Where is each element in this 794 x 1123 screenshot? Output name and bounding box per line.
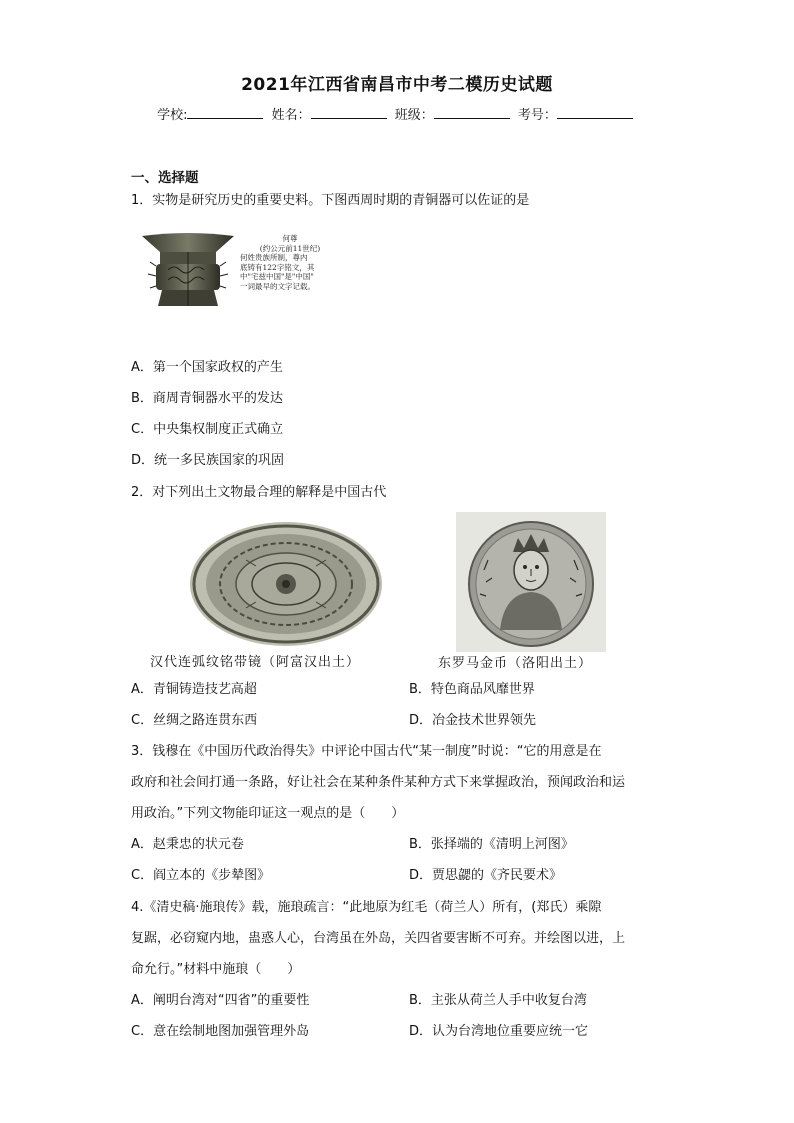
mirror-caption: 汉代连弧纹铭带镜（阿富汉出土） <box>150 655 361 670</box>
question-4-stem-line: 命允行。”材料中施琅（ ） <box>131 962 301 977</box>
question-4-option-b[interactable]: B．主张从荷兰人手中收复台湾 <box>409 993 587 1008</box>
han-bronze-mirror-image <box>186 520 386 648</box>
question-3-option-c[interactable]: C．阎立本的《步辇图》 <box>131 868 271 883</box>
question-1-option-c[interactable]: C．中央集权制度正式确立 <box>131 422 284 437</box>
question-4-stem-line: 4.《清史稿·施琅传》载，施琅疏言：“此地原为红毛（荷兰人）所有，(郑氏）乘隙 <box>131 900 602 915</box>
class-label: 班级： <box>394 108 434 123</box>
question-2-option-c[interactable]: C．丝绸之路连贯东西 <box>131 713 258 728</box>
exam-no-blank <box>557 106 633 119</box>
section-heading: 一、选择题 <box>131 170 199 186</box>
school-label: 学校: <box>157 108 188 123</box>
question-4-stem-line: 复踞，必窃窥内地，蛊惑人心，台湾虽在外岛，关四省要害断不可弃。并绘图以进，上 <box>131 931 626 946</box>
he-zun-caption-line: 底铸有122字铭文，其 <box>240 262 315 272</box>
question-3-stem <box>131 736 671 829</box>
question-1-option-d[interactable]: D．统一多民族国家的巩固 <box>131 453 285 468</box>
bronze-he-zun-image <box>138 232 238 310</box>
question-2-option-a[interactable]: A．青铜铸造技艺高超 <box>131 682 257 697</box>
name-label: 姓名： <box>271 108 311 123</box>
question-2-stem: 2．对下列出土文物最合理的解释是中国古代 <box>131 485 387 500</box>
question-4-stem <box>131 892 671 985</box>
question-1-option-a[interactable]: A．第一个国家政权的产生 <box>131 360 283 375</box>
coin-caption: 东罗马金币（洛阳出土） <box>438 656 593 671</box>
he-zun-caption <box>240 234 340 291</box>
question-1-option-b[interactable]: B．商周青铜器水平的发达 <box>131 391 283 406</box>
exam-no-label: 考号： <box>517 108 557 123</box>
question-3-stem-line: 政府和社会间打通一条路，好让社会在某种条件某种方式下来掌握政治，预闻政治和运 <box>131 775 626 790</box>
he-zun-caption-line: 何尊 <box>282 234 298 243</box>
byzantine-gold-coin-image <box>456 512 606 652</box>
question-4-option-a[interactable]: A．阐明台湾对“四省”的重要性 <box>131 993 310 1008</box>
question-3-option-d[interactable]: D．贾思勰的《齐民要术》 <box>409 868 563 883</box>
he-zun-caption-line: 中"宅兹中国"是"中国" <box>240 272 314 281</box>
page-title: 2021年江西省南昌市中考二模历史试题 <box>241 75 553 95</box>
school-blank <box>187 106 263 119</box>
class-blank <box>434 106 510 119</box>
he-zun-caption-line: 何姓贵族所制，尊内 <box>240 253 308 262</box>
question-4-option-d[interactable]: D．认为台湾地位重要应统一它 <box>409 1024 589 1039</box>
name-blank <box>311 106 387 119</box>
student-info-line <box>0 104 794 123</box>
question-3-stem-line: 3．钱穆在《中国历代政治得失》中评论中国古代“某一制度”时说：“它的用意是在 <box>131 744 602 759</box>
question-1-stem: 1．实物是研究历史的重要史料。下图西周时期的青铜器可以佐证的是 <box>131 193 530 208</box>
question-3-option-b[interactable]: B．张择端的《清明上河图》 <box>409 837 574 852</box>
question-2-option-b[interactable]: B．特色商品风靡世界 <box>409 682 535 697</box>
question-2-option-d[interactable]: D．冶金技术世界领先 <box>409 713 537 728</box>
he-zun-caption-line: (约公元前11世纪) <box>259 243 321 253</box>
question-4-option-c[interactable]: C．意在绘制地图加强管理外岛 <box>131 1024 310 1039</box>
question-3-option-a[interactable]: A．赵秉忠的状元卷 <box>131 837 244 852</box>
he-zun-caption-line: 一词最早的文字记载。 <box>240 281 315 291</box>
question-3-stem-line: 用政治。”下列文物能印证这一观点的是（ ） <box>131 806 405 821</box>
